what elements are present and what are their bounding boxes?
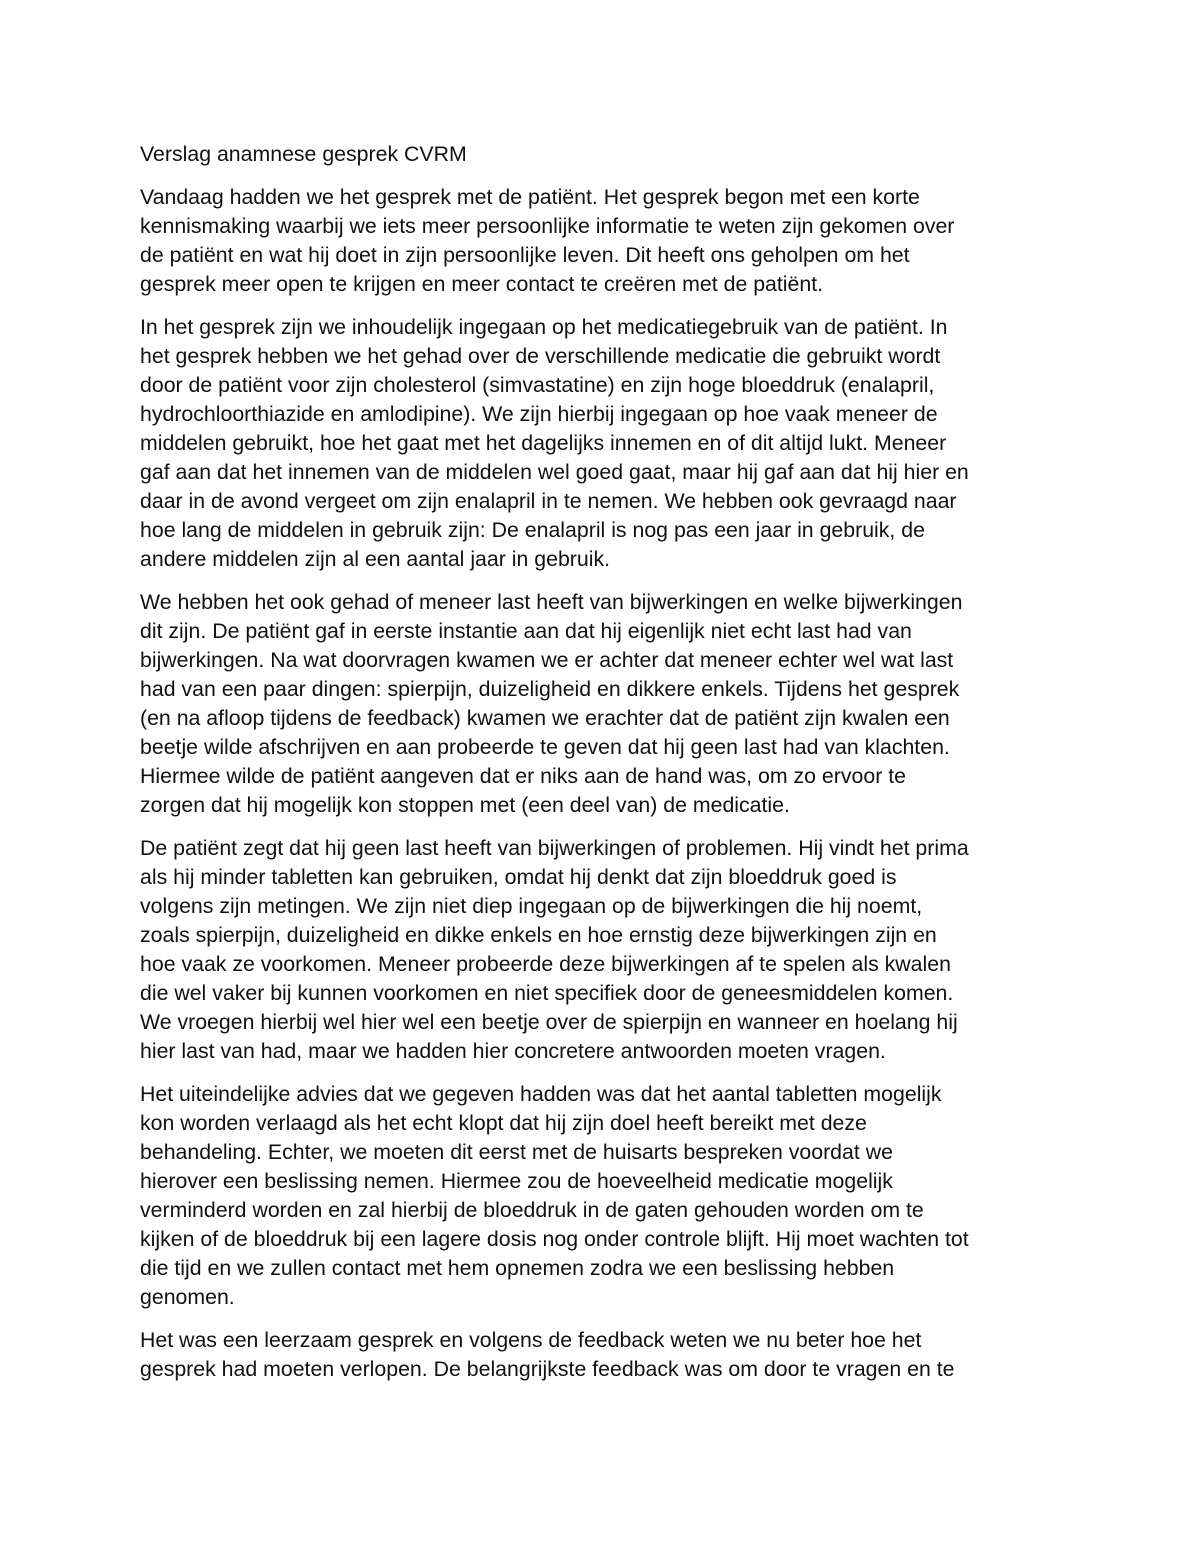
text-line: gesprek had moeten verlopen. De belangrijkste feedback was om door te vragen en te [140,1357,955,1381]
text-line: volgens zijn metingen. We zijn niet diep ingegaan op de bijwerkingen die hij noemt, [140,894,923,918]
text-line: beetje wilde afschrijven en aan probeerde te geven dat hij geen last had van klachten. [140,735,950,759]
paragraph-side-effects [140,588,1070,820]
text-line: gesprek meer open te krijgen en meer contact te creëren met de patiënt. [140,272,824,296]
paragraph-advice [140,1080,1070,1312]
text-line: In het gesprek zijn we inhoudelijk ingegaan op het medicatiegebruik van de patiënt. In [140,315,948,339]
text-line: behandeling. Echter, we moeten dit eerst met de huisarts bespreken voordat we [140,1140,893,1164]
text-line: kijken of de bloeddruk bij een lagere dosis nog onder controle blijft. Hij moet wachten tot [140,1227,969,1251]
text-line: Het was een leerzaam gesprek en volgens de feedback weten we nu beter hoe het [140,1328,922,1352]
text-line: middelen gebruikt, hoe het gaat met het dagelijks innemen en of dit altijd lukt. Meneer [140,431,947,455]
text-line: hier last van had, maar we hadden hier concretere antwoorden moeten vragen. [140,1039,886,1063]
paragraph-medication [140,313,1070,574]
text-line: zoals spierpijn, duizeligheid en dikke enkels en hoe ernstig deze bijwerkingen zijn en [140,923,937,947]
paragraph-patient-statement [140,834,1070,1066]
paragraph-introduction [140,183,1070,299]
document-title: Verslag anamnese gesprek CVRM [140,142,467,166]
text-line: de patiënt en wat hij doet in zijn persoonlijke leven. Dit heeft ons geholpen om het [140,243,910,267]
text-line: die tijd en we zullen contact met hem opnemen zodra we een beslissing hebben [140,1256,895,1280]
text-line: kennismaking waarbij we iets meer persoonlijke informatie te weten zijn gekomen over [140,214,955,238]
text-line: door de patiënt voor zijn cholesterol (simvastatine) en zijn hoge bloeddruk (enalapril, [140,373,935,397]
text-line: hoe vaak ze voorkomen. Meneer probeerde deze bijwerkingen af te spelen als kwalen [140,952,951,976]
text-line: (en na afloop tijdens de feedback) kwamen we erachter dat de patiënt zijn kwalen een [140,706,950,730]
text-line: zorgen dat hij mogelijk kon stoppen met (een deel van) de medicatie. [140,793,790,817]
text-line: De patiënt zegt dat hij geen last heeft van bijwerkingen of problemen. Hij vindt het prima [140,836,969,860]
text-line: gaf aan dat het innemen van de middelen wel goed gaat, maar hij gaf aan dat hij hier en [140,460,969,484]
text-line: hoe lang de middelen in gebruik zijn: De enalapril is nog pas een jaar in gebruik, de [140,518,925,542]
text-line: Het uiteindelijke advies dat we gegeven hadden was dat het aantal tabletten mogelijk [140,1082,942,1106]
text-line: We vroegen hierbij wel hier wel een beetje over de spierpijn en wanneer en hoelang hij [140,1010,958,1034]
paragraph-conclusion [140,1326,1070,1384]
text-line: hierover een beslissing nemen. Hiermee zou de hoeveelheid medicatie mogelijk [140,1169,893,1193]
text-line: hydrochloorthiazide en amlodipine). We zijn hierbij ingegaan op hoe vaak meneer de [140,402,938,426]
text-line: had van een paar dingen: spierpijn, duizeligheid en dikkere enkels. Tijdens het gesprek [140,677,960,701]
text-line: genomen. [140,1285,235,1309]
text-line: dit zijn. De patiënt gaf in eerste instantie aan dat hij eigenlijk niet echt last had van [140,619,912,643]
text-line: die wel vaker bij kunnen voorkomen en niet specifiek door de geneesmiddelen komen. [140,981,954,1005]
text-line: als hij minder tabletten kan gebruiken, omdat hij denkt dat zijn bloeddruk goed is [140,865,897,889]
text-line: kon worden verlaagd als het echt klopt dat hij zijn doel heeft bereikt met deze [140,1111,867,1135]
document-body [140,140,1070,1398]
text-line: We hebben het ook gehad of meneer last heeft van bijwerkingen en welke bijwerkingen [140,590,963,614]
text-line: verminderd worden en zal hierbij de bloeddruk in de gaten gehouden worden om te [140,1198,924,1222]
text-line: bijwerkingen. Na wat doorvragen kwamen we er achter dat meneer echter wel wat last [140,648,954,672]
text-line: Vandaag hadden we het gesprek met de patiënt. Het gesprek begon met een korte [140,185,920,209]
text-line: het gesprek hebben we het gehad over de verschillende medicatie die gebruikt wordt [140,344,941,368]
text-line: Hiermee wilde de patiënt aangeven dat er niks aan de hand was, om zo ervoor te [140,764,906,788]
text-line: andere middelen zijn al een aantal jaar in gebruik. [140,547,611,571]
text-line: daar in de avond vergeet om zijn enalapril in te nemen. We hebben ook gevraagd naar [140,489,957,513]
